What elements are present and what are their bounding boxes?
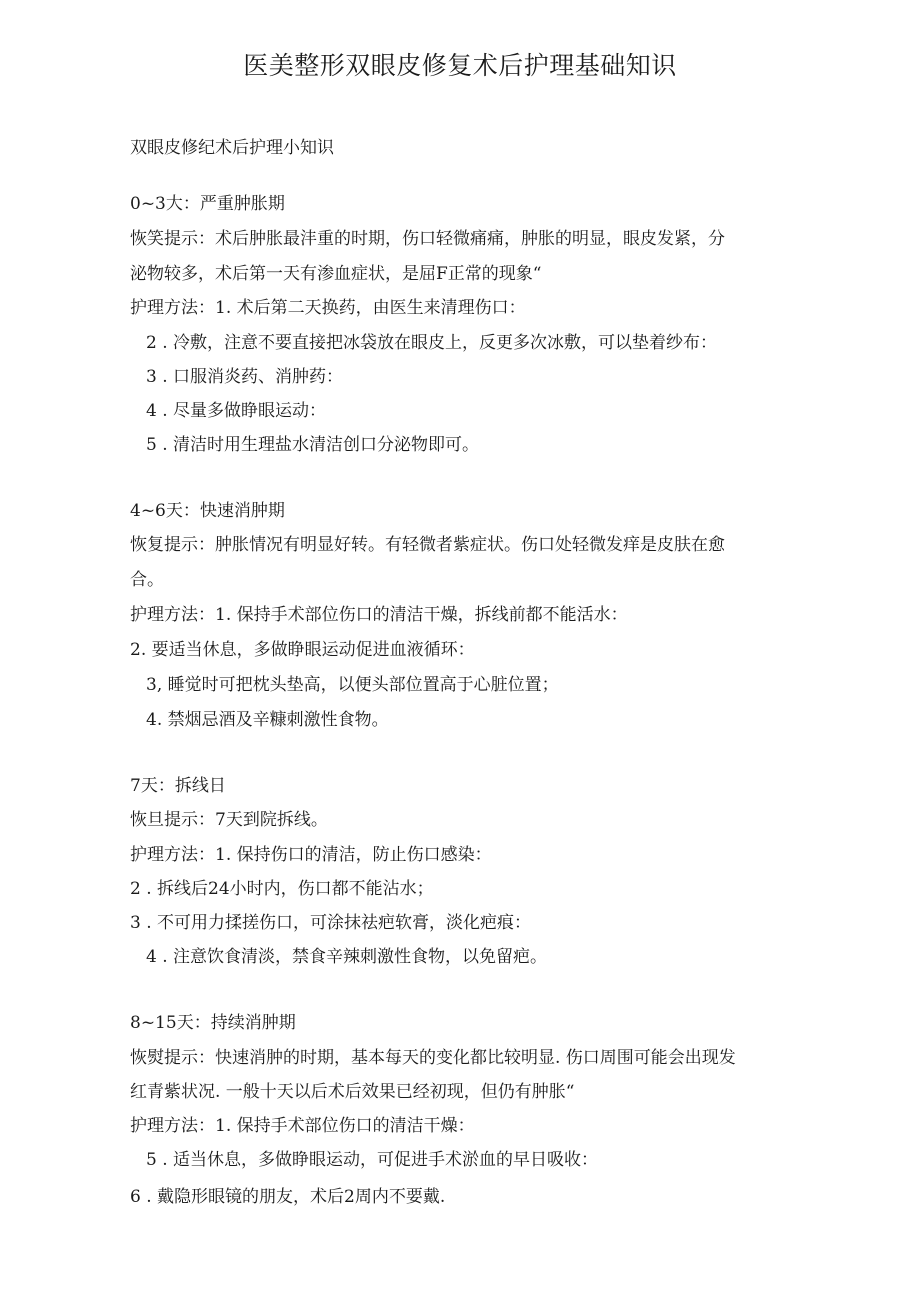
care-item: 4 . 尽量多做睁眼运动： bbox=[146, 401, 327, 421]
care-item: 2 . 拆线后24小时内，伤口都不能沾水； bbox=[130, 879, 434, 899]
care-item: 5 . 适当休息，多做睁眼运动，可促进手术淤血的早日吸收： bbox=[146, 1150, 599, 1170]
care-item: 2. 要适当休息，多做睁眼运动促进血液循环： bbox=[130, 640, 475, 660]
care-method: 护理方法：1. 保持手术部位伤口的清洁干燥，拆线前都不能活水： bbox=[130, 605, 628, 625]
care-method: 护理方法：1. 保持伤口的清洁，防止伤口感染： bbox=[130, 845, 492, 865]
section-heading: 0~3大：严重肿胀期 bbox=[130, 194, 285, 214]
recovery-tip-cont: 合。 bbox=[130, 570, 164, 590]
care-item: 3 . 不可用力揉搓伤口，可涂抹祛疤软膏，淡化疤痕： bbox=[130, 913, 532, 933]
care-item: 4. 禁烟忌酒及辛糠刺激性食物。 bbox=[146, 710, 389, 730]
care-method: 护理方法：1. 术后第二天换药，由医生来清理伤口： bbox=[130, 298, 526, 318]
recovery-tip: 恢笑提示：术后肿胀最沣重的时期，伤口轻微痛痛，肿胀的明显，眼皮发紧，分 bbox=[130, 229, 725, 249]
care-item: 2 . 冷敷，注意不要直接把冰袋放在眼皮上，反更多次冰敷，可以垫着纱布： bbox=[146, 333, 718, 353]
page-title: 医美整形双眼皮修复术后护理基础知识 bbox=[243, 51, 677, 80]
care-item: 6 . 戴隐形眼镜的朋友，术后2周内不要戴. bbox=[130, 1187, 446, 1207]
care-method: 护理方法：1. 保持手术部位伤口的清洁干燥： bbox=[130, 1116, 475, 1136]
care-item: 4 . 注意饮食清淡，禁食辛辣刺激性食物，以免留疤。 bbox=[146, 947, 548, 967]
section-heading: 4~6天：快速消肿期 bbox=[130, 501, 285, 521]
recovery-tip: 恢复提示：肿胀情况有明显好转。有轻微者紫症状。伤口处轻微发痒是皮肤在愈 bbox=[130, 535, 725, 555]
recovery-tip-cont: 泌物较多，术后第一天有渗血症状，是屈F正常的现象“ bbox=[130, 264, 542, 284]
recovery-tip-cont: 红青紫状况. 一般十天以后术后效果已经初现，但仍有肿胀“ bbox=[130, 1082, 575, 1102]
care-item: 3 . 口服消炎药、消肿药： bbox=[146, 367, 344, 387]
subtitle: 双眼皮修纪术后护理小知识 bbox=[130, 138, 334, 158]
section-heading: 8~15天：持续消肿期 bbox=[130, 1013, 296, 1033]
section-heading: 7天：拆线日 bbox=[130, 776, 226, 796]
recovery-tip: 恢旦提示：7天到院拆线。 bbox=[130, 810, 328, 830]
care-item: 3, 睡觉时可把枕头垫高，以便头部位置高于心脏位置； bbox=[146, 675, 559, 695]
care-item: 5 . 清洁时用生理盐水清洁创口分泌物即可。 bbox=[146, 435, 480, 455]
recovery-tip: 恢熨提示：快速消肿的时期，基本每天的变化都比较明显. 伤口周围可能会出现发 bbox=[130, 1048, 736, 1068]
